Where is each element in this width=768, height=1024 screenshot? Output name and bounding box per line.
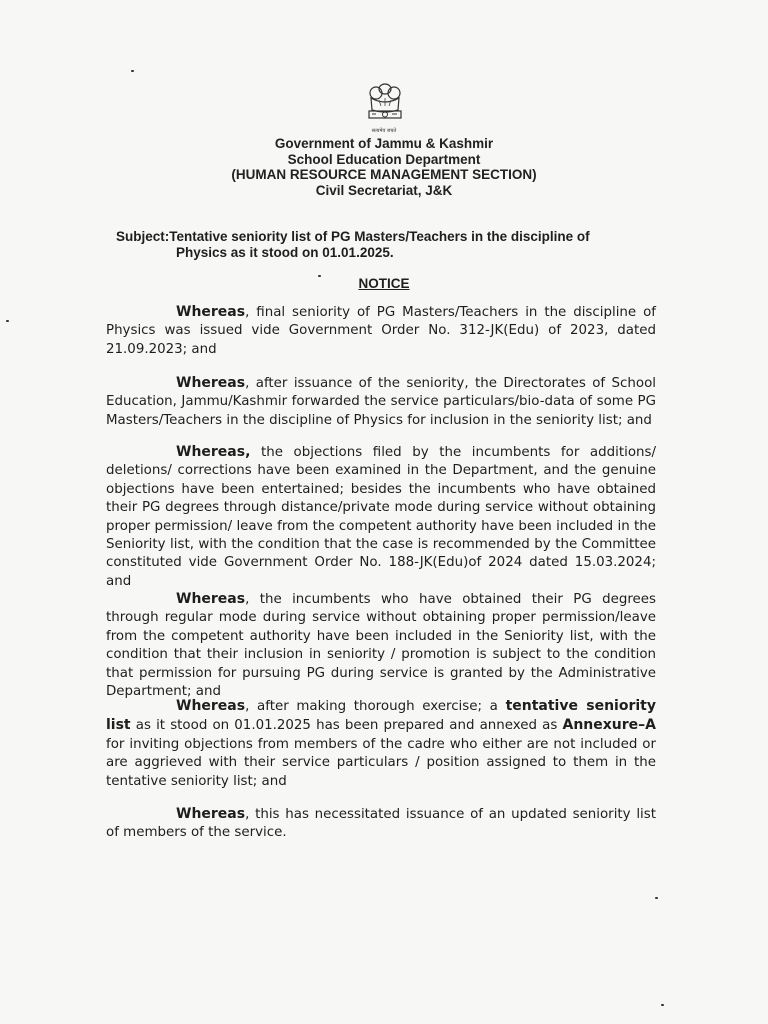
notice-heading: NOTICE xyxy=(358,276,410,291)
whereas-lead: Whereas xyxy=(176,375,246,391)
annexure-a-bold: Annexure–A xyxy=(562,717,656,734)
paragraph-5 xyxy=(106,697,656,791)
subject-line-2: Physics as it stood on 01.01.2025. xyxy=(176,245,394,260)
whereas-lead: Whereas xyxy=(176,698,246,714)
paragraph-text: , after issuance of the seniority, the Directorates of School Education, Jammu/Kashmir forwarded the service particulars/bio-data of some PG Masters/Teachers in the discipline of Physics for inclusion in the seniority list; and xyxy=(106,376,656,428)
whereas-lead: Whereas xyxy=(176,304,246,320)
whereas-lead: Whereas, xyxy=(176,444,251,460)
paragraph-1 xyxy=(106,303,656,359)
paragraph-text: , after making thorough exercise; a xyxy=(245,699,506,714)
paragraph-6 xyxy=(106,805,656,843)
department-title: School Education Department xyxy=(287,151,481,167)
paragraph-4 xyxy=(106,590,656,701)
scan-speck xyxy=(655,897,658,899)
paragraph-2 xyxy=(106,374,656,430)
paragraph-3 xyxy=(106,443,656,591)
paragraph-text: the objections filed by the incumbents for additions/ deletions/ corrections have been examined in the Department, and the genuine objections have been entertained; besides the incumbents who have obtained their PG degrees through distance/private mode during service without obtaining proper permission/ leave from the competent authority have been included in the Seniority list, with the condition that the case is recommended by the Committee constituted vide Government Order No. 188-JK(Edu)of 2024 dated 15.03.2024; and xyxy=(106,445,656,589)
scan-speck xyxy=(131,70,134,72)
letterhead xyxy=(0,136,768,198)
subject-line-1: Subject:Tentative seniority list of PG Masters/Teachers in the discipline of xyxy=(116,229,590,244)
paragraph-text: , final seniority of PG Masters/Teachers in the discipline of Physics was issued vide Government Order No. 312-JK(Edu) of 2023, dated 21.09.2023; and xyxy=(106,305,656,357)
scan-speck xyxy=(318,275,321,277)
paragraph-text: , this has necessitated issuance of an updated seniority list of members of the service. xyxy=(106,807,656,841)
tentative-list-bold: tentative seniority list xyxy=(106,698,656,734)
government-title: Government of Jammu & Kashmir xyxy=(274,136,494,151)
scan-speck xyxy=(661,1004,664,1006)
subject-line xyxy=(116,229,661,261)
section-title: (HUMAN RESOURCE MANAGEMENT SECTION) xyxy=(231,167,537,182)
whereas-lead: Whereas xyxy=(176,591,246,607)
paragraph-text: for inviting objections from members of the cadre who either are not included or are aggrieved with their service particulars / position assigned to them in the tentative seniority list; and xyxy=(106,736,656,789)
paragraph-text: as it stood on 01.01.2025 has been prepared and annexed as xyxy=(130,718,563,734)
emblem-caption: सत्यमेव जयते xyxy=(371,128,397,134)
office-address: Civil Secretariat, J&K xyxy=(315,182,453,198)
scan-speck xyxy=(6,320,9,322)
whereas-lead: Whereas xyxy=(176,806,246,822)
paragraph-text: , the incumbents who have obtained their PG degrees through regular mode during service without obtaining proper permission/leave from the competent authority have been included in the Seniority list, with the condition that their inclusion in seniority / promotion is subject to the condition that permission for pursuing PG during service is granted by the Administrative Department; and xyxy=(106,592,656,700)
